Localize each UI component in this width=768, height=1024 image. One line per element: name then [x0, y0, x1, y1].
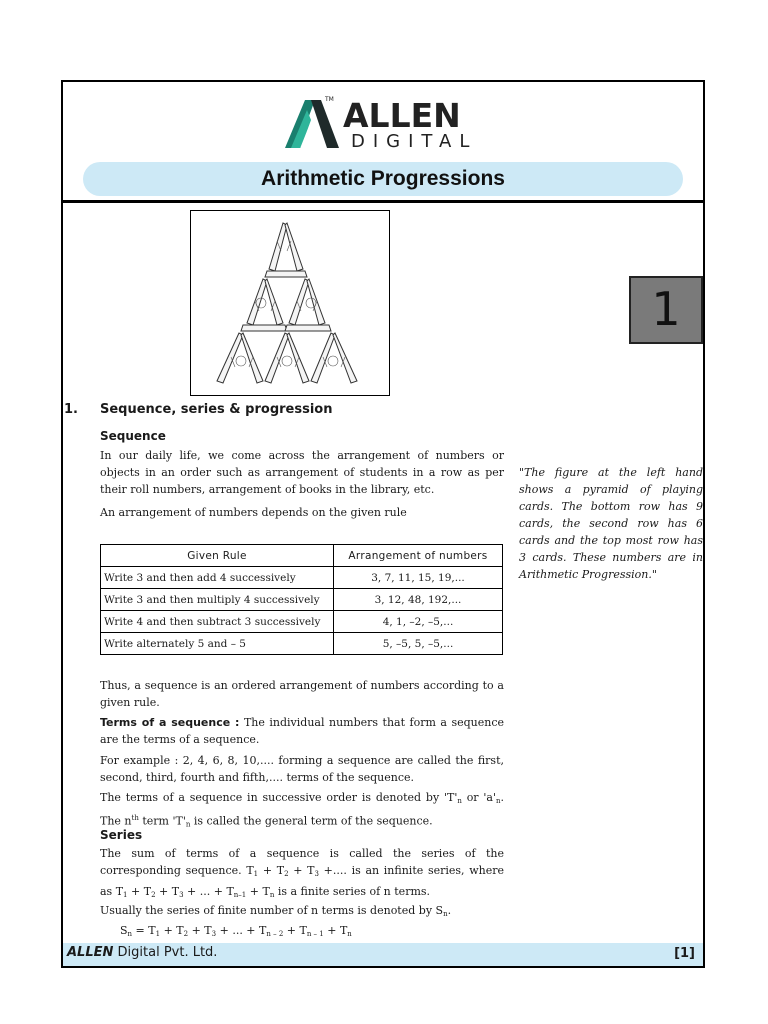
- formula-part: + ... + T: [216, 924, 267, 937]
- subscript: 2: [183, 930, 189, 938]
- terms-label: Terms of a sequence :: [100, 716, 240, 729]
- intro-paragraph: In our daily life, we come across the arrangement of numbers or objects in an order such as arrangement of students in a row as per their roll numbers, arrangement of books in the library, etc.: [100, 449, 504, 496]
- notation-text: or 'a': [461, 791, 496, 804]
- series-text: + T: [288, 864, 315, 877]
- series-formula: [120, 922, 420, 943]
- formula-part: + T: [188, 924, 212, 937]
- subscript: n: [269, 891, 275, 899]
- allen-logo-icon: [281, 98, 341, 150]
- subscript: 3: [314, 870, 319, 878]
- subscript: n – 2: [266, 930, 284, 938]
- superscript: th: [131, 814, 139, 822]
- table-cell-arrangement: 3, 7, 11, 15, 19,...: [334, 567, 503, 589]
- table-row: [101, 567, 503, 589]
- definition-paragraph: Thus, a sequence is an ordered arrangement of numbers according to a given rule.: [100, 679, 504, 709]
- side-note-quote: "The figure at the left hand shows a pyramid of playing cards. The bottom row has 9 cards, the second row has 6 cards and the top most row has 3 cards. These numbers are in Arithmetic Progression.": [519, 466, 703, 581]
- table-row: [101, 611, 503, 633]
- formula-part: S: [120, 924, 128, 937]
- notation-text: term 'T': [138, 814, 186, 828]
- page-number: [1]: [674, 946, 695, 961]
- series-text: The sum of terms of a sequence is called the series of the corresponding sequence. T: [100, 847, 504, 877]
- table-cell-arrangement: 4, 1, –2, –5,...: [334, 611, 503, 633]
- card-pyramid-image: [190, 210, 390, 396]
- header-divider: [63, 200, 703, 203]
- formula-part: + T: [323, 924, 348, 937]
- subscript: n: [443, 910, 448, 918]
- subscript: 2: [284, 870, 289, 878]
- header: [63, 82, 703, 200]
- subscript: 1: [155, 930, 161, 938]
- table-header-row: [101, 545, 503, 567]
- subscript: 3: [179, 891, 184, 899]
- subscript: n: [496, 797, 501, 805]
- footer-brand-name: ALLEN: [67, 945, 114, 960]
- table-cell-arrangement: 3, 12, 48, 192,...: [334, 589, 503, 611]
- sequence-heading: Sequence: [100, 429, 166, 443]
- rule-intro-paragraph: An arrangement of numbers depends on the given rule: [100, 506, 407, 519]
- footer-company-name: Digital Pvt. Ltd.: [117, 945, 218, 960]
- series-text: + T: [127, 885, 152, 898]
- table-header-rule: Given Rule: [101, 545, 334, 567]
- subscript: n: [457, 797, 462, 805]
- subscript: 3: [211, 930, 217, 938]
- subscript: n – 1: [306, 930, 324, 938]
- notation-paragraph: [100, 789, 504, 834]
- subscript: n: [127, 930, 133, 938]
- allen-digital-logo: [281, 96, 496, 152]
- notation-text: . The n: [100, 791, 505, 828]
- footer-company: [67, 945, 217, 960]
- usually-paragraph: [100, 902, 504, 923]
- subscript: n: [185, 820, 191, 829]
- formula-part: + T: [160, 924, 184, 937]
- usually-text: Usually the series of finite number of n terms is denoted by S: [100, 904, 444, 917]
- logo-word: ALLEN: [343, 96, 461, 135]
- section-title: Sequence, series & progression: [100, 402, 333, 417]
- chapter-number-box: 1: [629, 276, 703, 344]
- section-number: 1.: [64, 402, 78, 417]
- table-cell-rule: Write 4 and then subtract 3 successively: [101, 611, 334, 633]
- subscript: 1: [253, 870, 259, 878]
- subscript: 1: [123, 891, 128, 899]
- formula-part: = T: [132, 924, 156, 937]
- logo-subtitle: DIGITAL: [351, 131, 478, 152]
- series-text: + ... + T: [183, 885, 234, 898]
- subscript: n: [347, 930, 352, 938]
- footer-bar: [63, 943, 703, 966]
- table-cell-rule: Write 3 and then add 4 successively: [101, 567, 334, 589]
- table-cell-arrangement: 5, –5, 5, –5,...: [334, 633, 503, 655]
- rule-table: [100, 544, 503, 655]
- series-paragraph: [100, 845, 504, 904]
- subscript: 2: [151, 891, 156, 899]
- terms-paragraph: [100, 714, 504, 748]
- table-row: [101, 589, 503, 611]
- subscript: n–1: [233, 891, 247, 899]
- series-heading: Series: [100, 828, 143, 842]
- table-row: [101, 633, 503, 655]
- series-text: + T: [155, 885, 180, 898]
- series-text: + T: [258, 864, 285, 877]
- table-header-arrangement: Arrangement of numbers: [334, 545, 503, 567]
- notation-text: is called the general term of the sequence.: [190, 814, 433, 828]
- notation-text: The terms of a sequence in successive order is denoted by 'T': [100, 791, 458, 804]
- card-pyramid-drawing: [191, 211, 388, 394]
- usually-text: .: [447, 904, 452, 917]
- formula-part: + T: [283, 924, 307, 937]
- series-text: + T: [246, 885, 270, 898]
- table-cell-rule: Write 3 and then multiply 4 successively: [101, 589, 334, 611]
- trademark-mark: TM: [325, 96, 334, 103]
- example-paragraph: For example : 2, 4, 6, 8, 10,.... forming a sequence are called the first, second, third, fourth and fifth,.... terms of the sequence.: [100, 754, 504, 784]
- page-title: Arithmetic Progressions: [83, 162, 683, 196]
- series-text: +.... is an infinite series, where as T: [100, 864, 505, 898]
- table-cell-rule: Write alternately 5 and – 5: [101, 633, 334, 655]
- series-text: is a finite series of n terms.: [274, 885, 431, 898]
- terms-text: The individual numbers that form a sequence are the terms of a sequence.: [100, 716, 505, 746]
